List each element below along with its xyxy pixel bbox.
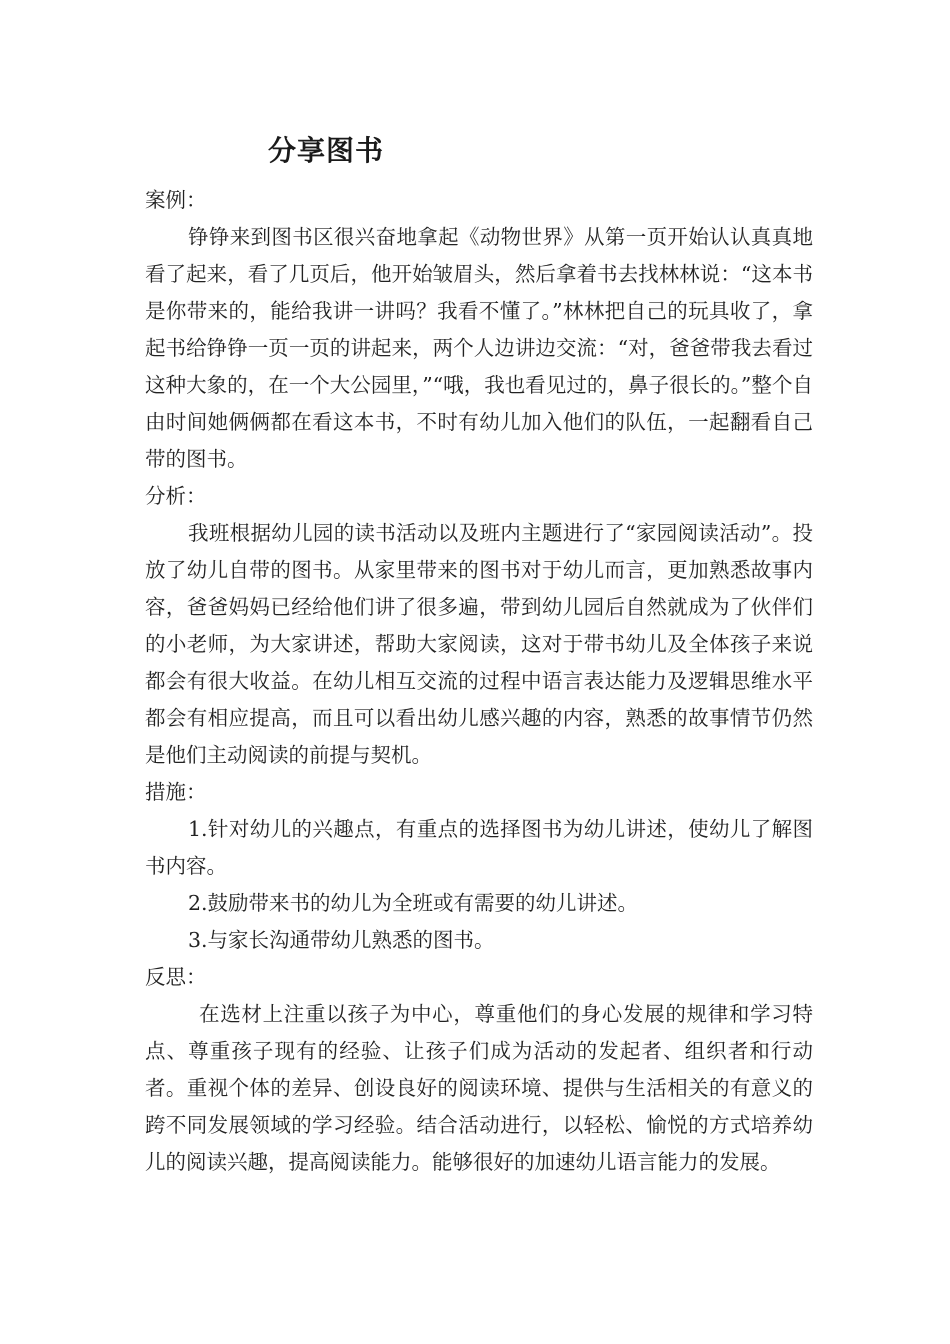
section-heading-case: 案例： [145, 188, 207, 212]
measure-item-2: 2.鼓励带来书的幼儿为全班或有需要的幼儿讲述。 [188, 891, 639, 915]
reflection-paragraph: 在选材上注重以孩子为中心，尊重他们的身心发展的规律和学习特点、尊重孩子现有的经验、让孩子们成为活动的发起者、组织者和行动者。重视个体的差异、创设良好的阅读环境、提供与生活相关的有意义的跨不同发展领域的学习经验。结合活动进行，以轻松、愉悦的方式培养幼儿的阅读兴趣，提高阅读能力。能够很好的加速幼儿语言能力的发展。 [145, 1002, 813, 1174]
case-paragraph: 铮铮来到图书区很兴奋地拿起《动物世界》从第一页开始认认真真地看了起来，看了几页后，他开始皱眉头，然后拿着书去找林林说：“这本书是你带来的，能给我讲一讲吗？我看不懂了。”林林把自己的玩具收了，拿起书给铮铮一页一页的讲起来，两个人边讲边交流：“对，爸爸带我去看过这种大象的，在一个大公园里，”“哦，我也看见过的，鼻子很长的。”整个自由时间她俩俩都在看这本书，不时有幼儿加入他们的队伍，一起翻看自己带的图书。 [145, 225, 813, 471]
section-heading-reflection: 反思： [145, 965, 207, 989]
document-body [145, 182, 813, 1181]
measure-item-1: 1.针对幼儿的兴趣点，有重点的选择图书为幼儿讲述，使幼儿了解图书内容。 [145, 817, 813, 878]
document-title: 分享图书 [268, 134, 385, 167]
analysis-paragraph: 我班根据幼儿园的读书活动以及班内主题进行了“家园阅读活动”。投放了幼儿自带的图书。从家里带来的图书对于幼儿而言，更加熟悉故事内容，爸爸妈妈已经给他们讲了很多遍，带到幼儿园后自然就成为了伙伴们的小老师，为大家讲述，帮助大家阅读，这对于带书幼儿及全体孩子来说都会有很大收益。在幼儿相互交流的过程中语言表达能力及逻辑思维水平都会有相应提高，而且可以看出幼儿感兴趣的内容，熟悉的故事情节仍然是他们主动阅读的前提与契机。 [145, 521, 813, 767]
section-heading-measures: 措施： [145, 780, 207, 804]
section-heading-analysis: 分析： [145, 484, 207, 508]
measure-item-3: 3.与家长沟通带幼儿熟悉的图书。 [188, 928, 495, 952]
